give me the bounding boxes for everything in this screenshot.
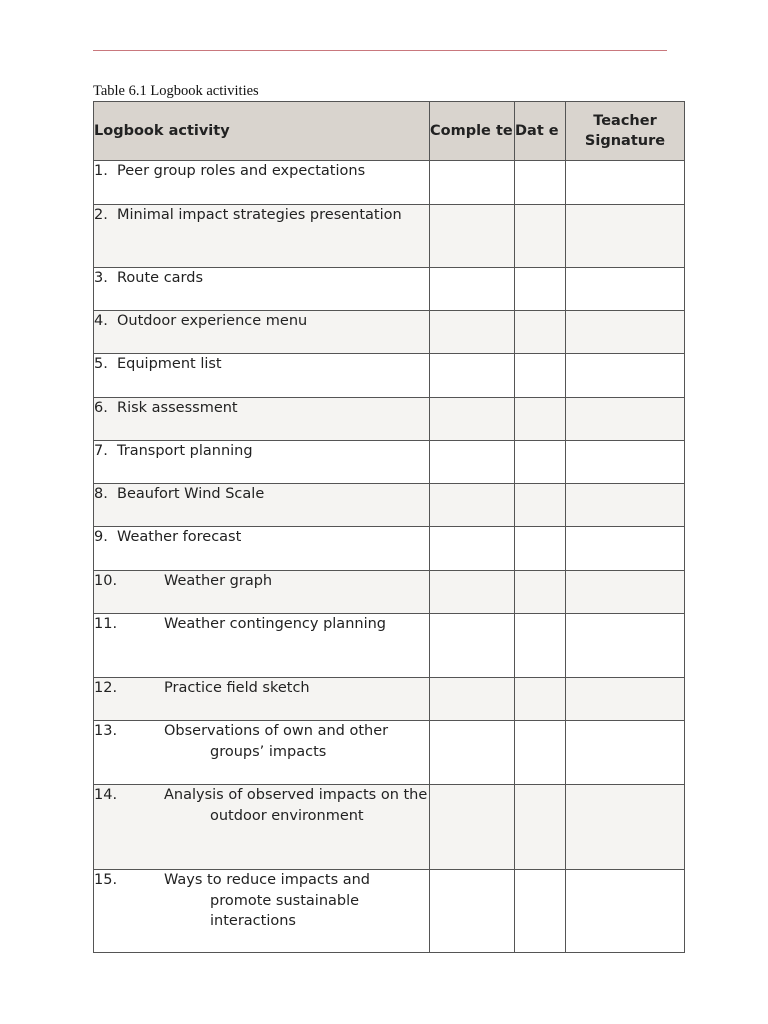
activity-text: Beaufort Wind Scale [117, 486, 265, 502]
table-row [94, 311, 685, 354]
activity-text: Transport planning [117, 443, 253, 459]
activity-text: Ways to reduce impacts and promote sustainable interactions [164, 872, 371, 929]
logbook-table [93, 101, 685, 953]
activity-number: 14. [94, 787, 118, 803]
date-cell[interactable] [515, 441, 566, 484]
table-row [94, 870, 685, 953]
table-row [94, 398, 685, 441]
date-cell[interactable] [515, 161, 566, 205]
activity-number: 2. [94, 207, 108, 223]
date-cell[interactable] [515, 571, 566, 614]
table-row [94, 354, 685, 398]
activity-number: 10. [94, 573, 118, 589]
activity-cell [94, 205, 430, 268]
table-row [94, 484, 685, 527]
activity-number: 7. [94, 443, 108, 459]
signature-cell[interactable] [566, 398, 685, 441]
activity-text: Practice field sketch [164, 680, 310, 696]
table-row [94, 614, 685, 678]
date-cell[interactable] [515, 268, 566, 311]
complete-cell[interactable] [430, 870, 515, 953]
activity-cell [94, 354, 430, 398]
complete-cell[interactable] [430, 268, 515, 311]
activity-text: Weather contingency planning [164, 616, 386, 632]
signature-cell[interactable] [566, 311, 685, 354]
activity-number: 4. [94, 313, 108, 329]
signature-cell[interactable] [566, 721, 685, 785]
activity-cell [94, 311, 430, 354]
signature-cell[interactable] [566, 527, 685, 571]
complete-cell[interactable] [430, 678, 515, 721]
table-row [94, 785, 685, 870]
signature-cell[interactable] [566, 870, 685, 953]
header-activity: Logbook activity [94, 102, 430, 161]
complete-cell[interactable] [430, 721, 515, 785]
table-caption: Table 6.1 Logbook activities [93, 83, 259, 99]
signature-cell[interactable] [566, 441, 685, 484]
signature-cell[interactable] [566, 785, 685, 870]
signature-cell[interactable] [566, 571, 685, 614]
activity-cell [94, 614, 430, 678]
activity-cell [94, 785, 430, 870]
complete-cell[interactable] [430, 354, 515, 398]
complete-cell[interactable] [430, 441, 515, 484]
signature-cell[interactable] [566, 354, 685, 398]
activity-text: Weather forecast [117, 529, 242, 545]
signature-cell[interactable] [566, 161, 685, 205]
activity-number: 13. [94, 723, 118, 739]
table-row [94, 527, 685, 571]
activity-cell [94, 441, 430, 484]
date-cell[interactable] [515, 484, 566, 527]
activity-cell [94, 678, 430, 721]
complete-cell[interactable] [430, 614, 515, 678]
date-cell[interactable] [515, 205, 566, 268]
header-teacher-signature: Teacher Signature [566, 102, 685, 161]
date-cell[interactable] [515, 398, 566, 441]
date-cell[interactable] [515, 678, 566, 721]
activity-number: 8. [94, 486, 108, 502]
signature-cell[interactable] [566, 614, 685, 678]
signature-cell[interactable] [566, 268, 685, 311]
table-row [94, 571, 685, 614]
activity-number: 12. [94, 680, 118, 696]
date-cell[interactable] [515, 311, 566, 354]
activity-text: Observations of own and other groups’ impacts [164, 723, 389, 760]
signature-cell[interactable] [566, 205, 685, 268]
table-row [94, 441, 685, 484]
complete-cell[interactable] [430, 311, 515, 354]
table-row [94, 678, 685, 721]
activity-cell [94, 398, 430, 441]
activity-cell [94, 484, 430, 527]
activity-cell [94, 527, 430, 571]
complete-cell[interactable] [430, 484, 515, 527]
date-cell[interactable] [515, 527, 566, 571]
activity-number: 3. [94, 270, 108, 286]
signature-cell[interactable] [566, 484, 685, 527]
activity-text: Peer group roles and expectations [117, 163, 366, 179]
complete-cell[interactable] [430, 785, 515, 870]
activity-text: Outdoor experience menu [117, 313, 308, 329]
activity-number: 5. [94, 356, 108, 372]
activity-text: Equipment list [117, 356, 222, 372]
activity-cell [94, 161, 430, 205]
activity-text: Weather graph [164, 573, 273, 589]
table-row [94, 721, 685, 785]
header-row [94, 102, 685, 161]
date-cell[interactable] [515, 614, 566, 678]
table-row [94, 161, 685, 205]
activity-cell [94, 571, 430, 614]
activity-text: Analysis of observed impacts on the outdoor environment [164, 787, 428, 824]
activity-cell [94, 721, 430, 785]
signature-cell[interactable] [566, 678, 685, 721]
date-cell[interactable] [515, 354, 566, 398]
table-row [94, 205, 685, 268]
activity-cell [94, 870, 430, 953]
complete-cell[interactable] [430, 527, 515, 571]
activity-text: Route cards [117, 270, 204, 286]
activity-number: 9. [94, 529, 108, 545]
table-row [94, 268, 685, 311]
date-cell[interactable] [515, 870, 566, 953]
activity-number: 15. [94, 872, 118, 888]
activity-number: 6. [94, 400, 108, 416]
date-cell[interactable] [515, 785, 566, 870]
activity-cell [94, 268, 430, 311]
activity-text: Minimal impact strategies presentation [117, 207, 402, 223]
complete-cell[interactable] [430, 161, 515, 205]
date-cell[interactable] [515, 721, 566, 785]
header-rule [93, 50, 667, 51]
activity-number: 11. [94, 616, 118, 632]
header-date: Dat e [515, 102, 566, 161]
complete-cell[interactable] [430, 205, 515, 268]
complete-cell[interactable] [430, 398, 515, 441]
activity-number: 1. [94, 163, 108, 179]
header-complete: Comple te [430, 102, 515, 161]
activity-text: Risk assessment [117, 400, 238, 416]
complete-cell[interactable] [430, 571, 515, 614]
